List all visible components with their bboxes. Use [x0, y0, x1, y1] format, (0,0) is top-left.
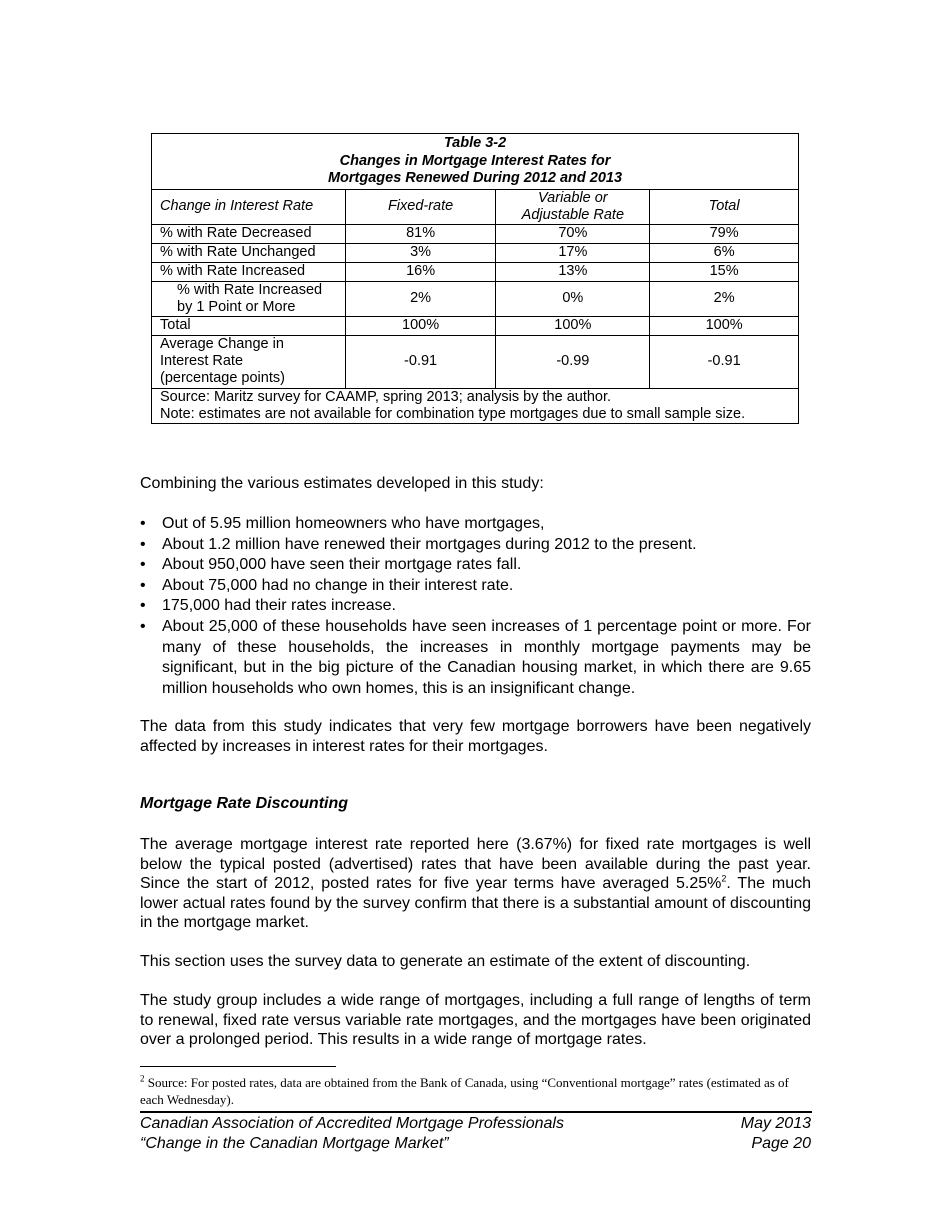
fixed-cell: 100%	[345, 316, 496, 335]
total-cell: 6%	[650, 243, 799, 262]
footer-right	[741, 1114, 811, 1154]
list-item: • About 1.2 million have renewed their mortgages during 2012 to the present.	[140, 535, 811, 556]
list-item: • About 950,000 have seen their mortgage rates fall.	[140, 555, 811, 576]
bullet-icon: •	[140, 576, 146, 594]
variable-cell: 100%	[496, 316, 650, 335]
list-item: • Out of 5.95 million homeowners who have mortgages,	[140, 514, 811, 535]
intro-paragraph: Combining the various estimates developed in this study:	[140, 475, 544, 492]
bullet-icon: •	[140, 617, 146, 635]
footnote-ref: 2	[721, 873, 727, 884]
fixed-cell: 3%	[345, 243, 496, 262]
fixed-cell: 2%	[345, 281, 496, 316]
footer-left	[140, 1114, 564, 1154]
fixed-cell: 81%	[345, 224, 496, 243]
header-fixed: Fixed-rate	[345, 189, 496, 224]
header-total: Total	[650, 189, 799, 224]
table-row	[152, 262, 799, 281]
variable-cell: 70%	[496, 224, 650, 243]
table-row	[152, 335, 799, 388]
footnote: $^2$ Source: For posted rates, data are obtained from the Bank of Canada, using “Conventional mortgage” rates (estimated as of each Wednesday).	[140, 1073, 789, 1107]
discounting-paragraph-2: This section uses the survey data to generate an estimate of the extent of discounting.	[140, 953, 751, 970]
table-title-line2: Mortgages Renewed During 2012 and 2013	[327, 170, 623, 186]
list-item: • About 25,000 of these households have seen increases of 1 percentage point or more. For many of these households, the increases in monthly mortgage payments may be significant, but in the big picture of the Canadian housing market, in which there are 9.65 million households who own homes, this is an insignificant change.	[140, 617, 811, 697]
bullet-icon: •	[140, 515, 146, 532]
fixed-cell: 16%	[345, 262, 496, 281]
fixed-cell: -0.91	[345, 335, 496, 388]
list-item: • 175,000 had their rates increase.	[140, 596, 811, 617]
mortgage-rate-table	[151, 133, 799, 424]
total-cell: 100%	[650, 316, 799, 335]
row-label: % with Rate Decreased	[152, 224, 346, 243]
header-change: Change in Interest Rate	[152, 189, 346, 224]
bullet-icon: •	[140, 556, 146, 574]
table-title-line1: Changes in Mortgage Interest Rates for	[339, 152, 611, 169]
total-cell: 79%	[650, 224, 799, 243]
variable-cell: 13%	[496, 262, 650, 281]
table-row	[152, 281, 799, 316]
footer-divider	[140, 1111, 812, 1113]
variable-cell: -0.99	[496, 335, 650, 388]
table-row	[152, 243, 799, 262]
row-label: Total	[152, 316, 346, 335]
header-variable: Variable or Adjustable Rate	[496, 189, 650, 224]
conclusion-paragraph: The data from this study indicates that very few mortgage borrowers have been negatively affected by increases in interest rates for their mortgages.	[140, 718, 811, 755]
variable-cell: 17%	[496, 243, 650, 262]
table-caption	[152, 134, 799, 190]
table-number: Table 3-2	[443, 135, 507, 151]
list-item: • About 75,000 had no change in their interest rate.	[140, 576, 811, 597]
table-header-row	[152, 189, 799, 224]
estimates-list	[140, 514, 811, 699]
row-label: % with Rate Unchanged	[152, 243, 346, 262]
footer-org: Canadian Association of Accredited Mortgage Professionals	[140, 1115, 564, 1132]
footnote-divider	[140, 1066, 336, 1067]
table-source-note	[152, 388, 799, 423]
table-source: Source: Maritz survey for CAAMP, spring 2013; analysis by the author.	[160, 388, 612, 405]
table-note: Note: estimates are not available for combination type mortgages due to small sample size.	[160, 405, 746, 422]
section-heading: Mortgage Rate Discounting	[140, 795, 349, 812]
bullet-icon: •	[140, 535, 146, 553]
discounting-paragraph-1: The average mortgage interest rate reported here (3.67%) for fixed rate mortgages is well below the typical posted (advertised) rates that have been available during the past year. Since the start of 2012, posted rates for five year terms have averaged 5.25%$^2$. The much lower actual rates found by the survey confirm that there is a substantial amount of discounting in the mortgage market.	[140, 836, 811, 932]
footer-date: May 2013	[740, 1115, 811, 1132]
footnote-number: 2	[140, 1073, 145, 1084]
footer-report-title: “Change in the Canadian Mortgage Market”	[140, 1135, 449, 1152]
row-label: Average Change in Interest Rate (percentage points)	[152, 335, 346, 388]
total-cell: 2%	[650, 281, 799, 316]
total-cell: 15%	[650, 262, 799, 281]
bullet-icon: •	[140, 597, 146, 615]
row-label: % with Rate Increased	[152, 262, 346, 281]
page-number: Page 20	[751, 1135, 811, 1152]
total-cell: -0.91	[650, 335, 799, 388]
row-label: % with Rate Increased by 1 Point or More	[152, 281, 346, 316]
discounting-paragraph-3: The study group includes a wide range of mortgages, including a full range of lengths of term to renewal, fixed rate versus variable rate mortgages, and the mortgages have been originated over a prolonged period. This results in a wide range of mortgage rates.	[140, 992, 811, 1049]
variable-cell: 0%	[496, 281, 650, 316]
table-row	[152, 224, 799, 243]
table-row	[152, 316, 799, 335]
